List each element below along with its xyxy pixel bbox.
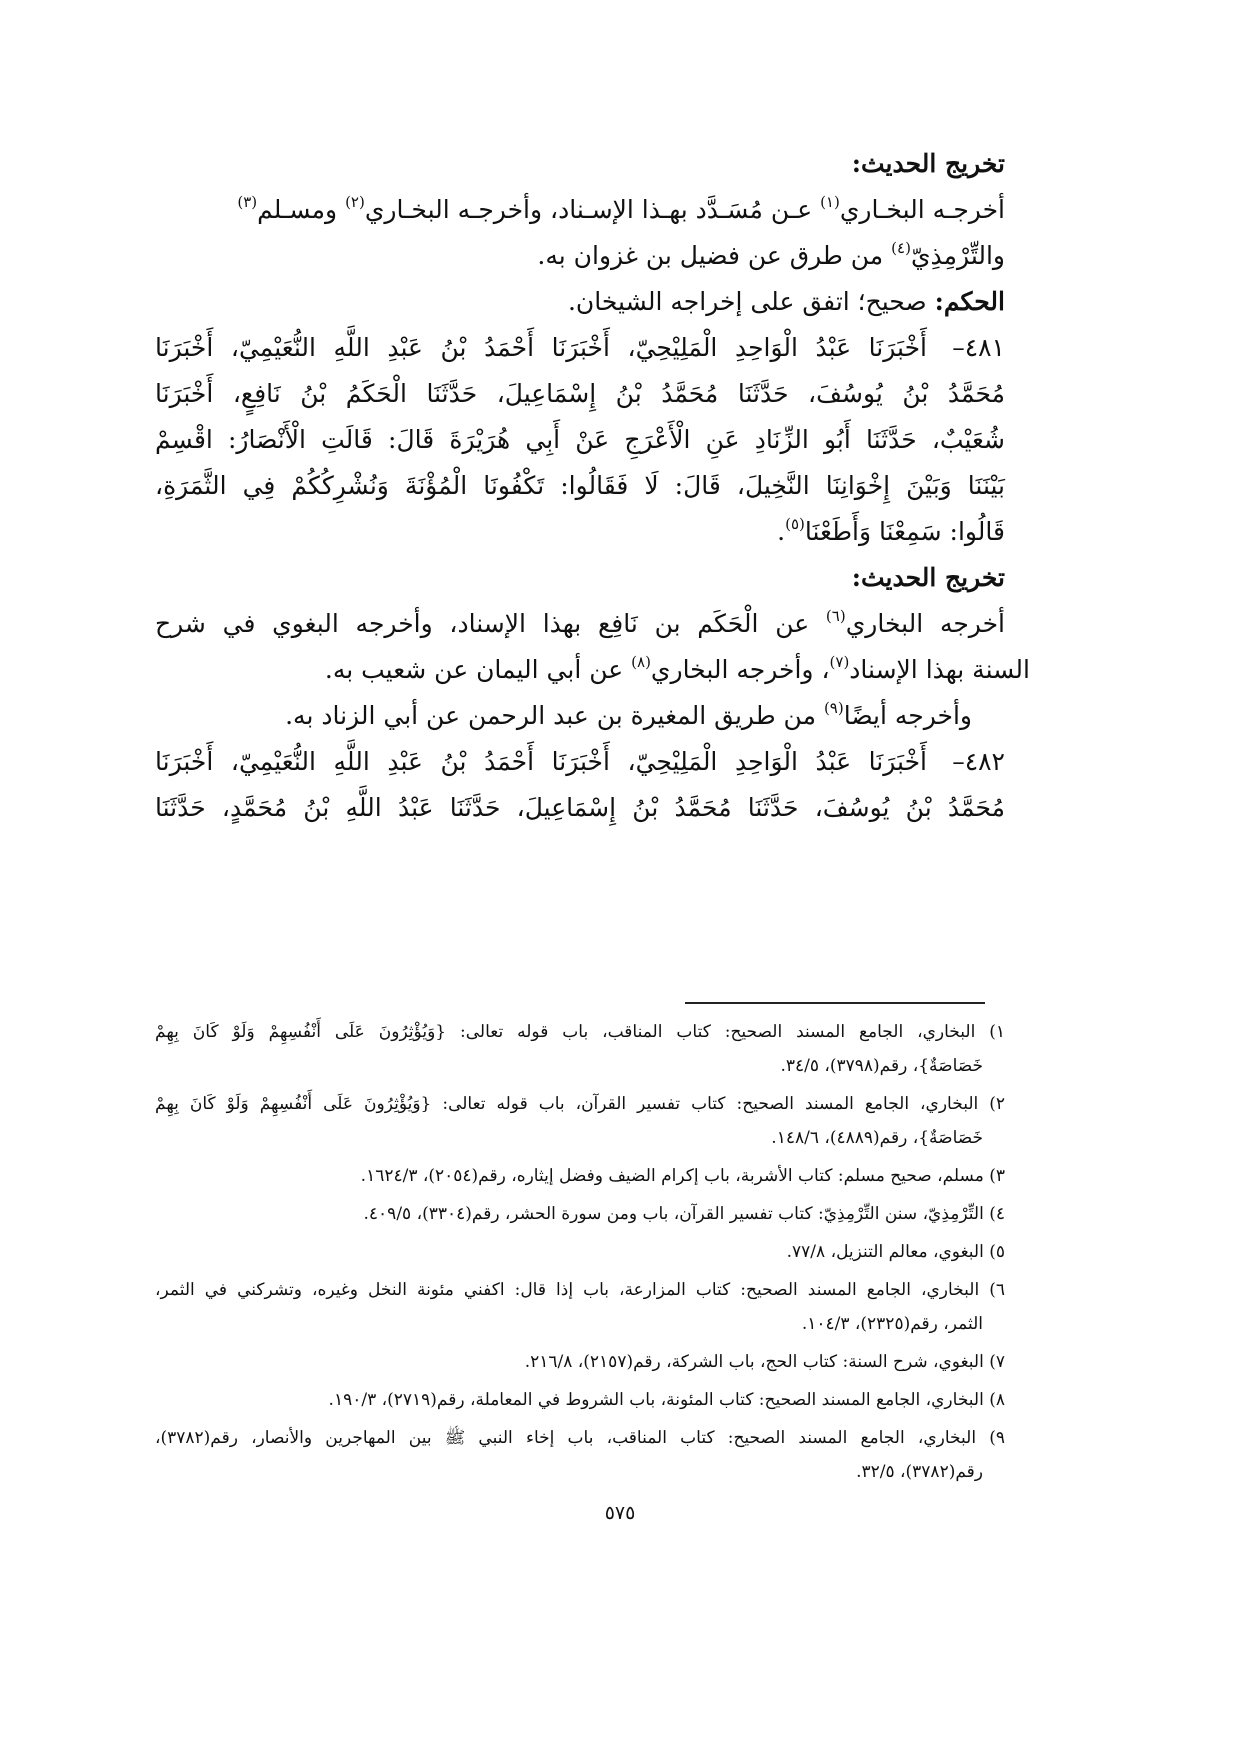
footnote-ref-9[interactable]: (٩): [823, 698, 844, 717]
page-number: ٥٧٥: [604, 1502, 636, 1524]
footnote-6-line-2: الثمر، رقم(٢٣٢٥)، ١٠٤/٣.: [801, 1314, 983, 1334]
hukm-text: صحيح؛ اتفق على إخراجه الشيخان.: [567, 287, 935, 316]
hadith-482-line-1: ٤٨٢–أَخْبَرَنَا عَبْدُ الْوَاحِدِ الْمَلِيْحِيّ، أَخْبَرَنَا أَحْمَدُ بْنُ عَبْدِ اللَّهِ النُّعَيْمِيّ، أَخْبَرَنَا: [155, 739, 1005, 785]
hadith-481-line-3: شُعَيْبٌ، حَدَّثَنَا أَبُو الزِّنَادِ عَنِ الْأَعْرَجِ عَنْ أَبِي هُرَيْرَةَ قَالَ: قَالَتِ الْأَنْصَارُ: اقْسِمْ: [155, 425, 1005, 454]
hadith-481-line-2: مُحَمَّدُ بْنُ يُوسُفَ، حَدَّثَنَا مُحَمَّدُ بْنُ إِسْمَاعِيلَ، حَدَّثَنَا الْحَكَمُ بْنُ نَافِعٍ، أَخْبَرَنَا: [155, 379, 1005, 408]
hadith-number-482: ٤٨٢–: [952, 747, 1005, 776]
takhrij-paragraph-2-line-1: أخرجه البخاري$^{(٦)}$ عن الْحَكَم بن نَافِع بهذا الإسناد، وأخرجه البغوي في شرح: [155, 606, 1005, 638]
footnote-1-line-2: خَصَاصَةٌ}، رقم(٣٧٩٨)، ٣٤/٥.: [780, 1056, 983, 1076]
footnote-3: ٣) مسلم، صحيح مسلم: كتاب الأشربة، باب إكرام الضيف وفضل إيثاره، رقم(٢٠٥٤)، ١٦٢٤/٣.: [360, 1166, 1005, 1186]
footnote-ref-4[interactable]: (٤): [891, 238, 911, 257]
footnote-9-line-2: رقم(٣٧٨٢)، ٣٢/٥.: [856, 1462, 983, 1482]
footnote-ref-3[interactable]: (٣): [237, 192, 258, 211]
hukm-line: [155, 279, 1005, 325]
takhrij-paragraph-1-line-2: والتِّرْمِذِيّ$^{(٤)}$ من طرق عن فضيل بن غزوان به.: [537, 238, 1005, 270]
takhrij-paragraph-3: وأخرجه أيضًا$^{(٩)}$ من طريق المغيرة بن عبد الرحمن عن أبي الزناد به.: [285, 698, 972, 730]
footnote-ref-7[interactable]: (٧): [829, 652, 850, 671]
hadith-481-line-1: ٤٨١–أَخْبَرَنَا عَبْدُ الْوَاحِدِ الْمَلِيْحِيّ، أَخْبَرَنَا أَحْمَدُ بْنُ عَبْدِ اللَّهِ النُّعَيْمِيّ، أَخْبَرَنَا: [155, 325, 1005, 371]
footnote-2-line-1: ٢) البخاري، الجامع المسند الصحيح: كتاب تفسير القرآن، باب قوله تعالى: {وَيُؤْثِرُونَ عَلَى أَنْفُسِهِمْ وَلَوْ كَانَ بِهِمْ: [155, 1094, 1005, 1114]
footnote-1-line-1: ١) البخاري، الجامع المسند الصحيح: كتاب المناقب، باب قوله تعالى: {وَيُؤْثِرُونَ عَلَى أَنْفُسِهِمْ وَلَوْ كَانَ بِهِمْ: [155, 1022, 1005, 1042]
hadith-481-line-4: بَيْنَنَا وَبَيْنَ إِخْوَانِنَا النَّخِيلَ، قَالَ: لَا فَقَالُوا: تَكْفُونَا الْمُؤْنَةَ وَنُشْرِكُكُمْ فِي الثَّمَرَةِ،: [155, 471, 1005, 500]
footnote-7: ٧) البغوي، شرح السنة: كتاب الحج، باب الشركة، رقم(٢١٥٧)، ٢١٦/٨.: [524, 1352, 1005, 1372]
section-heading-takhrij-2: تخريج الحديث:: [851, 563, 1005, 592]
hadith-482-line-2: مُحَمَّدُ بْنُ يُوسُفَ، حَدَّثَنَا مُحَمَّدُ بْنُ إِسْمَاعِيلَ، حَدَّثَنَا عَبْدُ اللَّهِ بْنُ مُحَمَّدٍ، حَدَّثَنَا: [155, 793, 1005, 822]
section-heading-takhrij-1: تخريج الحديث:: [851, 149, 1005, 178]
footnote-ref-1[interactable]: (١): [820, 192, 840, 211]
hukm-label: الحكم:: [934, 287, 1005, 316]
footnote-9-line-1: ٩) البخاري، الجامع المسند الصحيح: كتاب المناقب، باب إخاء النبي ﷺ بين المهاجرين والأنصار، رقم(٣٧٨٢)،: [155, 1428, 1005, 1448]
takhrij-paragraph-1-line-1: أخرجـه البخـاري$^{(١)}$ عـن مُسَـدَّد بهـذا الإسـناد، وأخرجـه البخـاري$^{(٢)}$ ومسـلم$^{(٣)}$: [237, 192, 1005, 224]
hadith-481-line-5: قَالُوا: سَمِعْنَا وَأَطَعْنَا$^{(٥)}$.: [777, 514, 1005, 546]
footnote-divider: [685, 1002, 985, 1004]
footnote-ref-5[interactable]: (٥): [785, 514, 805, 533]
footnote-ref-8[interactable]: (٨): [631, 652, 651, 671]
footnote-6-line-1: ٦) البخاري، الجامع المسند الصحيح: كتاب المزارعة، باب إذا قال: اكفني مئونة النخل وغيره، وتشركني في الثمر،: [155, 1280, 1005, 1300]
footnote-ref-6[interactable]: (٦): [825, 606, 846, 625]
footnote-4: ٤) التِّرْمِذِيّ، سنن التِّرْمِذِيّ: كتاب تفسير القرآن، باب ومن سورة الحشر، رقم(٣٣٠٤)، ٤٠٩/٥.: [363, 1204, 1005, 1224]
footnote-5: ٥) البغوي، معالم التنزيل، ٧٧/٨.: [786, 1242, 1005, 1262]
hadith-number-481: ٤٨١–: [952, 333, 1005, 362]
footnote-ref-2[interactable]: (٢): [345, 192, 365, 211]
takhrij-paragraph-2-line-2: السنة بهذا الإسناد$^{(٧)}$، وأخرجه البخاري$^{(٨)}$ عن أبي اليمان عن شعيب به.: [324, 652, 1030, 684]
footnote-8: ٨) البخاري، الجامع المسند الصحيح: كتاب المئونة، باب الشروط في المعاملة، رقم(٢٧١٩)، ١٩٠/٣.: [328, 1390, 1005, 1410]
footnote-2-line-2: خَصَاصَةٌ}، رقم(٤٨٨٩)، ١٤٨/٦.: [771, 1128, 983, 1148]
